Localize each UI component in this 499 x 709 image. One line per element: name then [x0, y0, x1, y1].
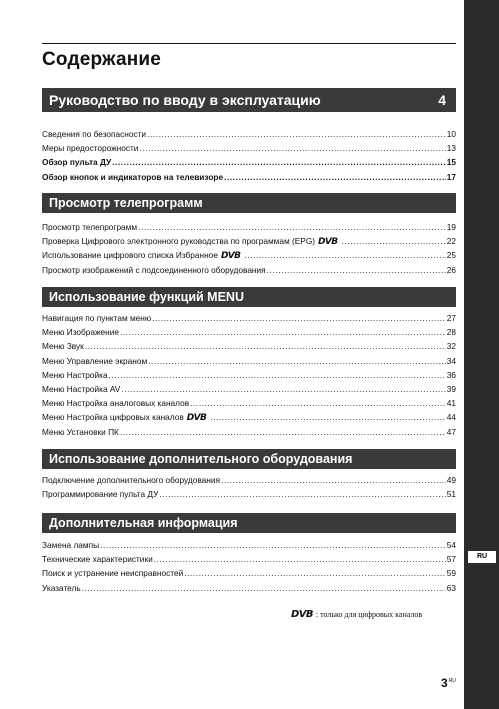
toc-list-menu-functions: [42, 311, 456, 439]
toc-entry-page: 47: [446, 426, 456, 437]
toc-entry[interactable]: [42, 141, 456, 155]
toc-entry-title: Навигация по пунктам меню: [42, 313, 152, 323]
toc-entry-page: 57: [446, 554, 456, 565]
toc-entry-page: 39: [446, 383, 456, 394]
dot-leader: [82, 581, 446, 595]
toc-entry-page: 34: [446, 355, 456, 366]
dvb-logo-icon: DVB: [318, 237, 338, 248]
toc-entry-page: 44: [446, 412, 456, 423]
toc-entry-title: Проверка Цифрового электронного руководства по программам (EPG): [42, 236, 316, 247]
toc-entry[interactable]: [42, 581, 456, 595]
toc-entry-page: 32: [446, 341, 456, 352]
toc-entry-title: Меню Установки ПК: [42, 426, 119, 437]
dvb-footnote: [291, 609, 422, 620]
top-rule: [42, 43, 456, 44]
toc-entry-page: 17: [446, 171, 456, 182]
toc-entry-title: Просмотр телепрограмм: [42, 222, 138, 232]
toc-entry-page: 28: [446, 327, 456, 338]
toc-entry-title: Обзор кнопок и индикаторов на телевизоре: [42, 171, 224, 182]
section-title: Руководство по вводу в эксплуатацию: [49, 92, 321, 108]
dot-leader: [221, 473, 446, 487]
language-badge: RU: [468, 551, 496, 563]
dvb-logo-icon: DVB: [186, 413, 207, 424]
toc-entry-title: Обзор пульта ДУ: [42, 157, 112, 168]
toc-entry[interactable]: [42, 220, 456, 234]
toc-list-introduction: [42, 127, 456, 184]
section-header-optional-equipment[interactable]: [42, 449, 456, 469]
section-title: Просмотр телепрограмм: [49, 196, 203, 210]
toc-entry-title: Поиск и устранение неисправностей: [42, 568, 184, 579]
dot-leader: [148, 354, 446, 368]
toc-entry[interactable]: [42, 339, 456, 353]
toc-entry[interactable]: [42, 127, 456, 141]
toc-entry-page: 36: [446, 369, 456, 380]
toc-list-additional-info: [42, 538, 456, 595]
page-number-value: 3: [441, 676, 448, 690]
toc-entry-title: Замена лампы: [42, 540, 100, 550]
toc-entry-title: Использование цифрового списка Избранное: [42, 250, 218, 261]
page-title: Содержание: [42, 49, 162, 70]
toc-entry-title: Меню Настройка: [42, 369, 108, 380]
toc-entry[interactable]: [42, 425, 456, 439]
toc-entry[interactable]: [42, 325, 456, 339]
toc-entry[interactable]: [42, 473, 456, 487]
toc-entry-title: Меню Настройка AV: [42, 383, 121, 394]
dot-leader: [342, 234, 446, 248]
toc-entry-page: 49: [446, 475, 456, 485]
toc-entry[interactable]: [42, 354, 456, 368]
toc-entry-title: Сведения по безопасности: [42, 129, 147, 139]
dot-leader: [112, 155, 446, 169]
toc-entry-title: Меню Изображение: [42, 327, 119, 338]
toc-entry[interactable]: [42, 368, 456, 382]
dot-leader: [152, 311, 446, 325]
toc-entry[interactable]: [42, 487, 456, 501]
toc-entry-title: Указатель: [42, 582, 81, 593]
dot-leader: [190, 396, 446, 410]
toc-entry[interactable]: [42, 234, 456, 248]
toc-entry-title: Меню Управление экраном: [42, 355, 148, 366]
section-header-menu-functions[interactable]: [42, 287, 456, 307]
toc-entry-page: 27: [446, 313, 456, 323]
dot-leader: [109, 368, 446, 382]
dot-leader: [120, 425, 446, 439]
section-page-number: 4: [438, 92, 446, 108]
toc-entry-title: Программирование пульта ДУ: [42, 489, 159, 500]
dot-leader: [100, 538, 446, 552]
dot-leader: [147, 127, 446, 141]
dot-leader: [159, 487, 445, 501]
toc-entry[interactable]: [42, 248, 456, 262]
dot-leader: [139, 141, 445, 155]
dot-leader: [154, 552, 446, 566]
toc-list-watching-tv: [42, 220, 456, 277]
toc-entry-page: 25: [446, 250, 456, 261]
toc-entry-page: 22: [446, 236, 456, 247]
toc-entry[interactable]: [42, 170, 456, 184]
page-number-suffix: RU: [448, 678, 456, 684]
dot-leader: [121, 382, 445, 396]
toc-entry[interactable]: [42, 552, 456, 566]
toc-entry[interactable]: [42, 263, 456, 277]
side-tab: [464, 0, 499, 709]
dot-leader: [267, 263, 446, 277]
toc-entry[interactable]: [42, 311, 456, 325]
toc-entry[interactable]: [42, 410, 456, 424]
toc-entry-title: Меры предосторожности: [42, 143, 139, 154]
section-header-main[interactable]: [42, 88, 456, 112]
toc-entry-title: Подключение дополнительного оборудования: [42, 475, 220, 485]
page-number: [441, 676, 456, 690]
dot-leader: [85, 339, 446, 353]
dot-leader: [184, 566, 446, 580]
dvb-logo-icon: DVB: [291, 609, 313, 620]
dvb-logo-icon: DVB: [220, 251, 241, 262]
toc-entry[interactable]: [42, 566, 456, 580]
dot-leader: [120, 325, 446, 339]
toc-entry-page: 13: [446, 143, 456, 154]
section-title: Дополнительная информация: [49, 516, 238, 530]
dvb-footnote-text: : только для цифровых каналов: [315, 610, 423, 619]
toc-entry-page: 51: [446, 489, 456, 500]
dot-leader: [210, 410, 446, 424]
toc-entry-page: 54: [446, 540, 456, 550]
dot-leader: [224, 170, 446, 184]
toc-entry-page: 63: [446, 582, 456, 593]
toc-entry-page: 26: [446, 264, 456, 275]
toc-entry-title: Технические характеристики: [42, 554, 153, 565]
toc-entry-title: Меню Настройка цифровых каналов: [42, 412, 184, 423]
toc-entry-title: Меню Звук: [42, 341, 84, 352]
toc-entry-page: 15: [446, 157, 456, 168]
dot-leader: [244, 248, 445, 262]
toc-entry-page: 19: [446, 222, 456, 232]
toc-entry-page: 10: [446, 129, 456, 139]
toc-entry-title: Меню Настройка аналоговых каналов: [42, 398, 190, 409]
toc-entry[interactable]: [42, 155, 456, 169]
toc-list-optional-equipment: [42, 473, 456, 501]
toc-entry[interactable]: [42, 382, 456, 396]
section-header-watching-tv[interactable]: [42, 193, 456, 213]
section-title: Использование дополнительного оборудования: [49, 452, 353, 466]
toc-entry[interactable]: [42, 396, 456, 410]
section-header-additional-info[interactable]: [42, 513, 456, 533]
toc-entry-page: 59: [446, 568, 456, 579]
section-title: Использование функций MENU: [49, 290, 244, 304]
dot-leader: [138, 220, 446, 234]
toc-entry[interactable]: [42, 538, 456, 552]
toc-entry-page: 41: [446, 398, 456, 409]
toc-entry-title: Просмотр изображений с подсоединенного оборудования: [42, 264, 266, 275]
